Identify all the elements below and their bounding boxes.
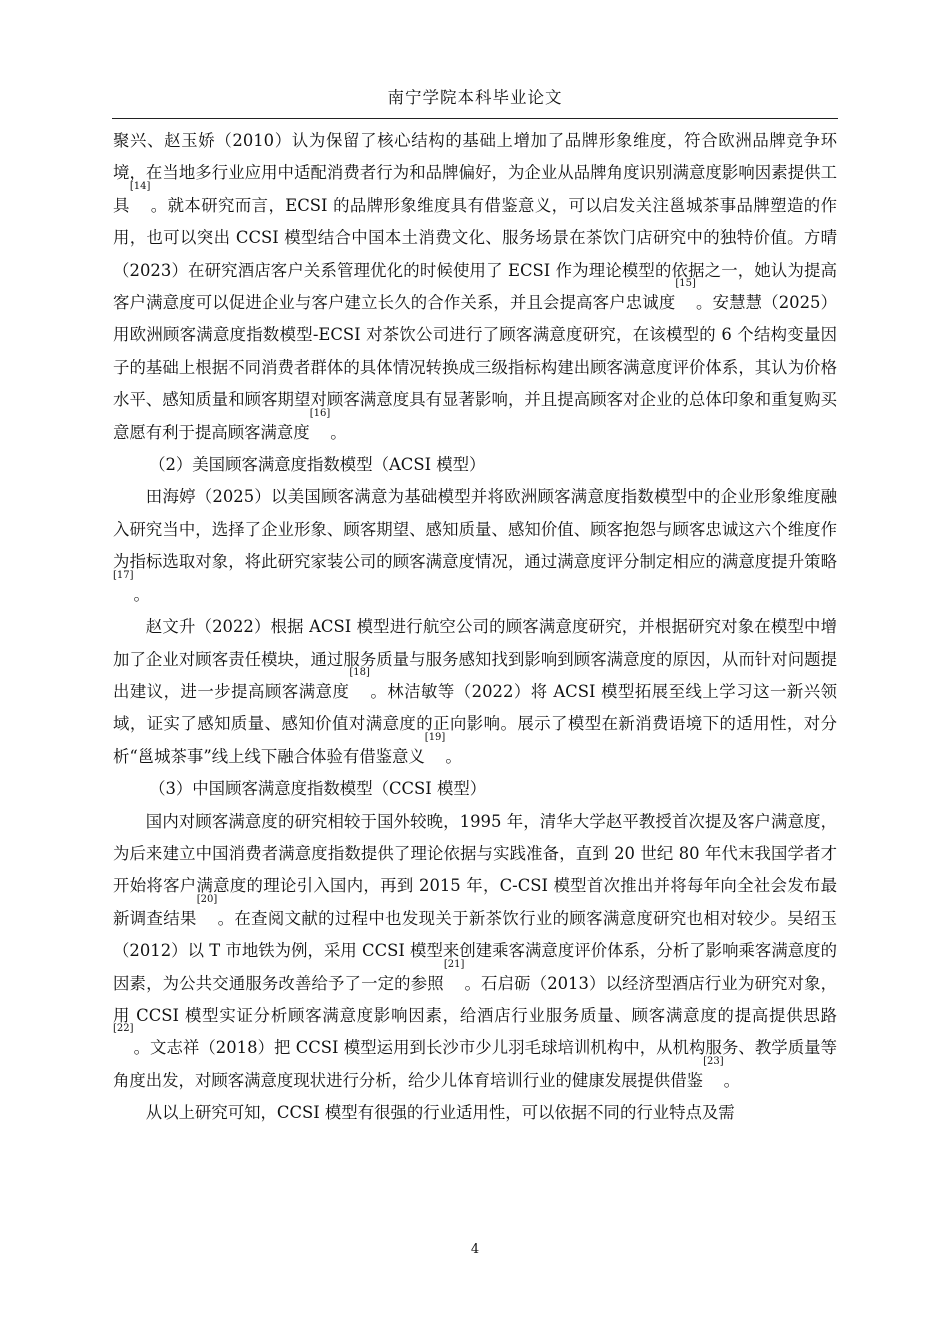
body-paragraph bbox=[113, 125, 837, 449]
citation-ref: [18] bbox=[349, 666, 370, 678]
citation-ref: [15] bbox=[675, 278, 696, 290]
text-run: 田海婷（2025）以美国顾客满意为基础模型并将欧洲顾客满意度指数模型中的企业形象维度融入研究当中，选择了企业形象、顾客期望、感知质量、感知价值、顾客抱怨与顾客忠诚这六个维度作为指标选取对象，将此研究家装公司的顾客满意度情况，通过满意度评分制定相应的满意度提升策略 bbox=[113, 487, 837, 572]
citation-ref: [19] bbox=[424, 731, 446, 743]
text-run: 。石启砺（2013）以经济型酒店行业为研究对象，用 CCSI 模型实证分析顾客满意度影响因素，给酒店行业服务质量、顾客满意度的提高提供思路 bbox=[113, 973, 838, 1025]
text-run: 。 bbox=[445, 746, 462, 766]
text-run: （3）中国顾客满意度指数模型（CCSI 模型） bbox=[149, 779, 487, 799]
text-run: 。 bbox=[330, 422, 347, 442]
text-run: 国内对顾客满意度的研究相较于国外较晚，1995 年，清华大学赵平教授首次提及客户满意度，为后来建立中国消费者满意度指数提供了理论依据与实践准备，直到 20 世纪 80 年代末我国学者才开始将客户满意度的理论引入国内，再到 2015 年，C-CSI 模型首次推出并将每年向全社会发布最新调查结果 bbox=[113, 811, 837, 928]
document-body bbox=[113, 125, 837, 1130]
section-subheading bbox=[113, 773, 837, 805]
citation-ref: [17] bbox=[113, 569, 134, 581]
text-run: 聚兴、赵玉娇（2010）认为保留了核心结构的基础上增加了品牌形象维度，符合欧洲品牌竞争环境，在当地多行业应用中适配消费者行为和品牌偏好，为企业从品牌角度识别满意度影响因素提供工具 bbox=[113, 131, 837, 215]
running-header: 南宁学院本科毕业论文 bbox=[387, 88, 563, 107]
text-run: 。安慧慧（2025）用欧洲顾客满意度指数模型-ECSI 对茶饮公司进行了顾客满意度研究，在该模型的 6 个结构变量因子的基础上根据不同消费者群体的具体情况转换成三级指标构建出顾客满意度评价体系，其认为价格水平、感知质量和顾客期望对顾客满意度具有显著影响，并且提高顾客对企业的总体印象和重复购买意愿有利于提高顾客满意度 bbox=[113, 293, 837, 442]
body-paragraph bbox=[113, 611, 837, 773]
body-paragraph bbox=[113, 1097, 837, 1129]
text-run: 。林洁敏等（2022）将 ACSI 模型拓展至线上学习这一新兴领域，证实了感知质量、感知价值对满意度的正向影响。展示了模型在新消费语境下的适用性，对分析“邕城茶事”线上线下融合体验有借鉴意义 bbox=[113, 681, 837, 766]
text-run: 。就本研究而言，ECSI 的品牌形象维度具有借鉴意义，可以启发关注邕城茶事品牌塑造的作用，也可以突出 CCSI 模型结合中国本土消费文化、服务场景在茶饮门店研究中的独特价值。方晴（2023）在研究酒店客户关系管理优化的时候使用了 ECSI 作为理论模型的依据之一，她认为提高客户满意度可以促进企业与客户建立长久的合作关系，并且会提高客户忠诚度 bbox=[113, 195, 837, 313]
body-paragraph bbox=[113, 481, 837, 611]
citation-ref: [16] bbox=[309, 407, 331, 419]
header-rule bbox=[112, 118, 838, 119]
citation-ref: [23] bbox=[703, 1055, 724, 1067]
citation-ref: [21] bbox=[443, 958, 465, 970]
body-paragraph bbox=[113, 806, 837, 1098]
text-run: （2）美国顾客满意度指数模型（ACSI 模型） bbox=[149, 455, 486, 475]
section-subheading bbox=[113, 449, 837, 481]
text-run: 。 bbox=[133, 584, 150, 604]
citation-ref: [20] bbox=[196, 893, 218, 905]
text-run: 赵文升（2022）根据 ACSI 模型进行航空公司的顾客满意度研究，并根据研究对象在模型中增加了企业对顾客责任模块，通过服务质量与服务感知找到影响到顾客满意度的原因，从而针对问题提出建议，进一步提高顾客满意度 bbox=[113, 617, 837, 701]
text-run: 。在查阅文献的过程中也发现关于新茶饮行业的顾客满意度研究也相对较少。吴绍玉（2012）以 T 市地铁为例，采用 CCSI 模型来创建乘客满意度评价体系，分析了影响乘客满意度的因素，为公共交通服务改善给予了一定的参照 bbox=[113, 908, 838, 993]
citation-ref: [14] bbox=[129, 180, 151, 192]
page-number: 4 bbox=[470, 1242, 480, 1257]
text-run: 从以上研究可知，CCSI 模型有很强的行业适用性，可以依据不同的行业特点及需 bbox=[145, 1103, 735, 1123]
text-run: 。 bbox=[723, 1070, 740, 1090]
text-run: 。文志祥（2018）把 CCSI 模型运用到长沙市少儿羽毛球培训机构中，从机构服务、教学质量等角度出发，对顾客满意度现状进行分析，给少儿体育培训行业的健康发展提供借鉴 bbox=[113, 1038, 837, 1090]
citation-ref: [22] bbox=[113, 1023, 134, 1035]
